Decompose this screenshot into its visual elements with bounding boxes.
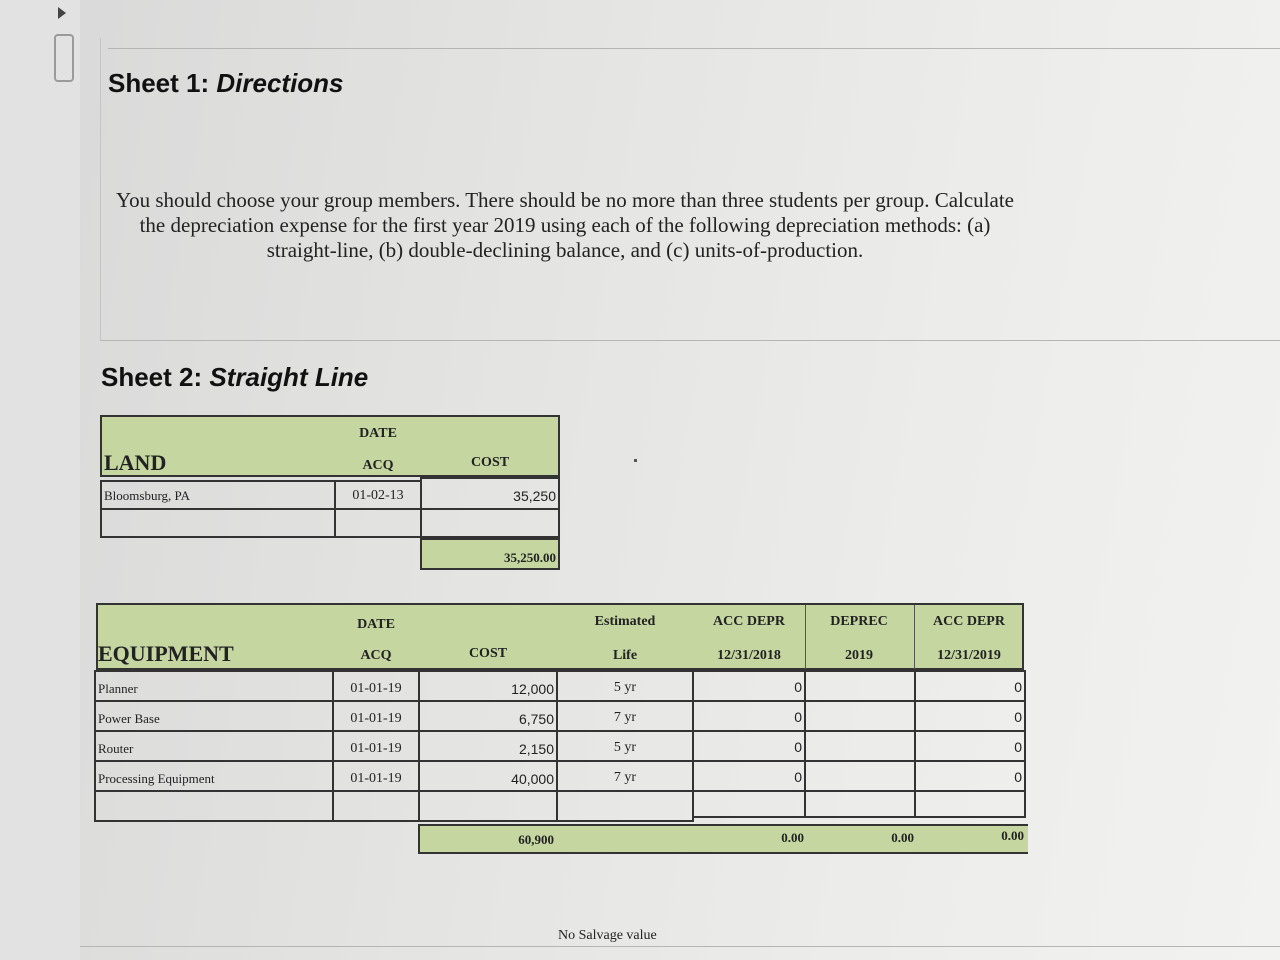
- equip-date-header: DATE: [357, 617, 395, 632]
- equip-row-1-name[interactable]: Power Base: [94, 700, 334, 732]
- land-label: LAND: [104, 450, 167, 475]
- equip-row-4-deprec[interactable]: [804, 790, 916, 818]
- page-rule-bottom: [80, 946, 1280, 947]
- header-divider-acc2019: [914, 605, 915, 669]
- equip-acc2018-header-1: ACC DEPR: [713, 614, 785, 629]
- equip-row-1-acc2019[interactable]: 0: [914, 700, 1026, 732]
- land-date-header: DATE: [359, 426, 397, 441]
- equip-acc2018-header-2: 12/31/2018: [717, 648, 781, 663]
- equip-row-1-life[interactable]: 7 yr: [556, 700, 694, 732]
- equip-cost-header: COST: [468, 646, 508, 661]
- sheet2-title: [101, 362, 368, 393]
- equip-deprec-header-1: DEPREC: [830, 614, 888, 629]
- equip-row-0-deprec[interactable]: [804, 670, 916, 702]
- equip-total-acc2019[interactable]: 0.00: [1001, 828, 1024, 843]
- page-edge-left: [100, 38, 101, 340]
- equip-row-0-name[interactable]: Planner: [94, 670, 334, 702]
- land-cost-header: COST: [470, 455, 510, 470]
- equip-row-2-acc2019[interactable]: 0: [914, 730, 1026, 762]
- equip-row-4-date[interactable]: [332, 790, 420, 822]
- equip-row-3-name[interactable]: Processing Equipment: [94, 760, 334, 792]
- land-empty-cost-cell[interactable]: [420, 508, 560, 538]
- equip-row-1-deprec[interactable]: [804, 700, 916, 732]
- land-date-cell[interactable]: 01-02-13: [334, 480, 422, 510]
- sheet2-title-emph: Straight Line: [209, 362, 369, 392]
- land-empty-date-cell[interactable]: [334, 508, 422, 538]
- stray-dot: [634, 459, 637, 462]
- equip-acq-header: ACQ: [360, 648, 392, 663]
- equip-total-deprec[interactable]: 0.00: [891, 830, 914, 845]
- equip-row-3-deprec[interactable]: [804, 760, 916, 792]
- land-acq-header: ACQ: [362, 458, 394, 473]
- page-rule-middle: [100, 340, 1280, 341]
- equip-row-0-life[interactable]: 5 yr: [556, 670, 694, 702]
- equip-total-cost[interactable]: 60,900: [518, 832, 554, 847]
- equip-row-3-cost[interactable]: 40,000: [418, 760, 558, 792]
- equip-row-2-cost[interactable]: 2,150: [418, 730, 558, 762]
- land-total-cell[interactable]: 35,250.00: [420, 538, 560, 570]
- sheet1-title: [108, 68, 344, 99]
- equip-row-3-acc2018[interactable]: 0: [692, 760, 806, 792]
- page-rule-top: [108, 48, 1280, 49]
- equip-row-4-acc2018[interactable]: [692, 790, 806, 818]
- equip-row-1-acc2018[interactable]: 0: [692, 700, 806, 732]
- equip-row-4-cost[interactable]: [418, 790, 558, 822]
- equip-row-2-date[interactable]: 01-01-19: [332, 730, 420, 762]
- equip-row-3-acc2019[interactable]: 0: [914, 760, 1026, 792]
- sheet2-title-prefix: Sheet 2:: [101, 362, 210, 392]
- equip-life-header-1: Estimated: [594, 614, 656, 629]
- land-name-cell[interactable]: Bloomsburg, PA: [100, 480, 336, 510]
- equipment-label: EQUIPMENT: [98, 641, 234, 666]
- equip-row-2-deprec[interactable]: [804, 730, 916, 762]
- sheet1-title-prefix: Sheet 1:: [108, 68, 217, 98]
- equip-row-1-date[interactable]: 01-01-19: [332, 700, 420, 732]
- land-empty-name-cell[interactable]: [100, 508, 336, 538]
- equip-acc2019-header-1: ACC DEPR: [933, 614, 1005, 629]
- equip-row-1-cost[interactable]: 6,750: [418, 700, 558, 732]
- equip-row-0-date[interactable]: 01-01-19: [332, 670, 420, 702]
- equip-row-0-cost[interactable]: 12,000: [418, 670, 558, 702]
- land-cost-cell[interactable]: 35,250: [420, 477, 560, 510]
- equip-row-2-name[interactable]: Router: [94, 730, 334, 762]
- equip-row-4-life[interactable]: [556, 790, 694, 822]
- equip-row-3-date[interactable]: 01-01-19: [332, 760, 420, 792]
- equip-row-3-life[interactable]: 7 yr: [556, 760, 694, 792]
- play-icon[interactable]: [58, 7, 66, 19]
- equip-row-4-name[interactable]: [94, 790, 334, 822]
- equip-row-2-acc2018[interactable]: 0: [692, 730, 806, 762]
- equip-row-4-acc2019[interactable]: [914, 790, 1026, 818]
- left-margin-strip: [0, 0, 80, 960]
- equip-deprec-header-2: 2019: [845, 648, 873, 663]
- salvage-note: No Salvage value: [558, 928, 657, 943]
- equip-row-2-life[interactable]: 5 yr: [556, 730, 694, 762]
- sheet1-title-emph: Directions: [216, 68, 344, 98]
- equip-acc2019-header-2: 12/31/2019: [937, 648, 1001, 663]
- equip-life-header-2: Life: [612, 648, 638, 663]
- equip-total-acc2018[interactable]: 0.00: [781, 830, 804, 845]
- equip-row-0-acc2019[interactable]: 0: [914, 670, 1026, 702]
- directions-text: You should choose your group members. There should be no more than three students per group. Calculate the depreciation expense for the first year 2019 using each of the following depreciation methods: (a) straight-line, (b) double-declining balance, and (c) units-of-production.: [116, 188, 1014, 262]
- scroll-handle[interactable]: [54, 34, 74, 82]
- equip-row-0-acc2018[interactable]: 0: [692, 670, 806, 702]
